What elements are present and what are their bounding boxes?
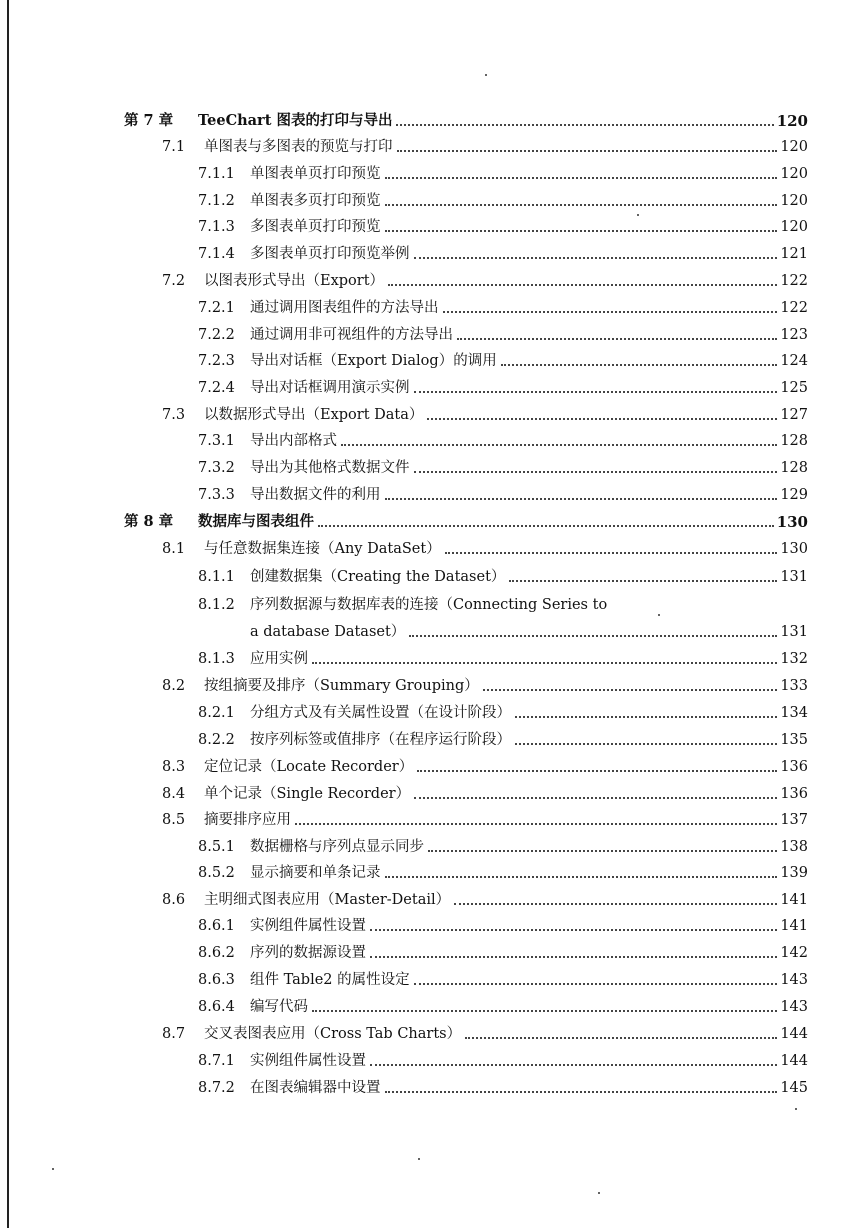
- toc-entry-number: 8.5.2: [198, 865, 235, 881]
- toc-section-row[interactable]: [162, 673, 808, 695]
- toc-section-row[interactable]: [162, 754, 808, 776]
- toc-entry-number: 8.4: [162, 786, 186, 802]
- toc-entry-title: 定位记录（Locate Recorder）: [204, 759, 414, 775]
- toc-page-number: 132: [780, 651, 808, 667]
- leader-dots: [385, 876, 778, 878]
- toc-entry-number: 7.2.2: [198, 327, 235, 343]
- toc-entry-title: 创建数据集（Creating the Dataset）: [250, 569, 506, 585]
- leader-dots: [465, 1037, 777, 1039]
- toc-section-row[interactable]: [162, 807, 808, 829]
- toc-entry-title: 单图表多页打印预览: [250, 193, 381, 209]
- toc-entry-title: 单个记录（Single Recorder）: [204, 786, 411, 802]
- toc-subsection-row[interactable]: [198, 860, 808, 882]
- toc-page-number: 133: [780, 678, 808, 694]
- toc-entry-title: 数据栅格与序列点显示同步: [250, 839, 424, 855]
- toc-entry-number: 7.2.3: [198, 353, 235, 369]
- toc-subsection-row[interactable]: [198, 375, 808, 397]
- leader-dots: [414, 391, 778, 393]
- toc-entry-title: 导出为其他格式数据文件: [250, 460, 410, 476]
- toc-entry-title-continuation: a database Dataset）: [250, 624, 406, 640]
- toc-entry-title: 导出对话框调用演示实例: [250, 380, 410, 396]
- toc-entry-number: 8.7: [162, 1026, 186, 1042]
- toc-entry-title: 单图表单页打印预览: [250, 166, 381, 182]
- toc-subsection-row[interactable]: [198, 592, 808, 614]
- toc-entry-number: 8.7.1: [198, 1053, 235, 1069]
- toc-subsection-row[interactable]: [198, 322, 808, 344]
- toc-page-number: 129: [780, 487, 808, 503]
- toc-subsection-row[interactable]: [198, 214, 808, 236]
- toc-entry-number: 8.1: [162, 541, 186, 557]
- toc-page-number: 137: [780, 812, 808, 828]
- toc-page-number: 124: [780, 353, 808, 369]
- toc-subsection-row[interactable]: [198, 994, 808, 1016]
- leader-dots: [397, 150, 778, 152]
- toc-page-number: 142: [780, 945, 808, 961]
- toc-page-number: 120: [776, 112, 808, 130]
- toc-entry-number: 7.1.4: [198, 246, 235, 262]
- toc-section-row[interactable]: [162, 402, 808, 424]
- leader-dots: [318, 525, 774, 527]
- toc-entry-title: 数据库与图表组件: [198, 513, 314, 530]
- toc-entry-title: 通过调用图表组件的方法导出: [250, 300, 439, 316]
- toc-entry-title: 多图表单页打印预览举例: [250, 246, 410, 262]
- toc-entry-title: 显示摘要和单条记录: [250, 865, 381, 881]
- toc-section-row[interactable]: [162, 134, 808, 156]
- leader-dots: [385, 230, 778, 232]
- toc-chapter-row[interactable]: [124, 108, 808, 130]
- toc-entry-number: 8.3: [162, 759, 186, 775]
- toc-entry-title: 在图表编辑器中设置: [250, 1080, 381, 1096]
- toc-page-number: 128: [780, 433, 808, 449]
- toc-subsection-row[interactable]: [198, 482, 808, 504]
- toc-section-row[interactable]: [162, 268, 808, 290]
- toc-entry-number: 7.1.2: [198, 193, 235, 209]
- toc-page-number: 122: [780, 273, 808, 289]
- toc-page-number: 144: [780, 1053, 808, 1069]
- toc-entry-number: 8.6.4: [198, 999, 235, 1015]
- leader-dots: [370, 1064, 777, 1066]
- leader-dots: [312, 662, 777, 664]
- toc-entry-number: 7.3: [162, 407, 186, 423]
- toc-page-number: 135: [780, 732, 808, 748]
- toc-page-number: 130: [780, 541, 808, 557]
- toc-entry-title: 分组方式及有关属性设置（在设计阶段）: [250, 705, 511, 721]
- toc-entry-title: 按组摘要及排序（Summary Grouping）: [204, 678, 479, 694]
- toc-entry-title: 按序列标签或值排序（在程序运行阶段）: [250, 732, 511, 748]
- leader-dots: [312, 1010, 777, 1012]
- toc-entry-title: 通过调用非可视组件的方法导出: [250, 327, 453, 343]
- toc-page-number: 134: [780, 705, 808, 721]
- toc-entry-number: 8.5.1: [198, 839, 235, 855]
- toc-subsection-row[interactable]: [198, 348, 808, 370]
- toc-section-row[interactable]: [162, 887, 808, 909]
- toc-page-number: 139: [780, 865, 808, 881]
- toc-subsection-row[interactable]: [198, 188, 808, 210]
- leader-dots: [341, 444, 777, 446]
- toc-entry-number: 8.6: [162, 892, 186, 908]
- toc-page-number: 120: [780, 166, 808, 182]
- toc-entry-title: 单图表与多图表的预览与打印: [204, 139, 393, 155]
- toc-entry-title: 实例组件属性设置: [250, 1053, 366, 1069]
- leader-dots: [427, 418, 777, 420]
- leader-dots: [414, 983, 778, 985]
- toc-entry-title: 以图表形式导出（Export）: [204, 273, 385, 289]
- toc-page-number: 122: [780, 300, 808, 316]
- leader-dots: [385, 498, 778, 500]
- toc-entry-number: 8.6.3: [198, 972, 235, 988]
- toc-subsection-row[interactable]: [198, 700, 808, 722]
- toc-entry-title: 应用实例: [250, 651, 308, 667]
- leader-dots: [454, 903, 777, 905]
- toc-subsection-row[interactable]: [198, 967, 808, 989]
- toc-page-number: 130: [776, 513, 808, 531]
- toc-entry-number: 8.1.2: [198, 597, 235, 613]
- toc-entry-title: 导出数据文件的利用: [250, 487, 381, 503]
- toc-page-number: 123: [780, 327, 808, 343]
- toc-entry-number: 7.3.1: [198, 433, 235, 449]
- toc-entry-number: 7.3.2: [198, 460, 235, 476]
- leader-dots: [370, 956, 777, 958]
- toc-entry-number: 第 8 章: [124, 513, 174, 530]
- toc-entry-title: 导出内部格式: [250, 433, 337, 449]
- toc-entry-number: 7.1.1: [198, 166, 235, 182]
- toc-subsection-row[interactable]: [198, 834, 808, 856]
- toc-chapter-row[interactable]: [124, 509, 808, 531]
- toc-page-number: 131: [780, 569, 808, 585]
- toc-entry-number: 7.1.3: [198, 219, 235, 235]
- leader-dots: [509, 580, 777, 582]
- toc-entry-title: 编写代码: [250, 999, 308, 1015]
- toc-subsection-row[interactable]: [198, 1075, 808, 1097]
- toc-subsection-row[interactable]: [198, 161, 808, 183]
- toc-entry-number: 7.1: [162, 139, 186, 155]
- toc-entry-title: 序列数据源与数据库表的连接（Connecting Series to: [250, 597, 608, 613]
- leader-dots: [445, 552, 778, 554]
- toc-entry-number: 7.2.1: [198, 300, 235, 316]
- toc-page-number: 121: [780, 246, 808, 262]
- toc-entry-title: 交叉表图表应用（Cross Tab Charts）: [204, 1026, 462, 1042]
- toc-subsection-row[interactable]: [198, 727, 808, 749]
- leader-dots: [515, 716, 777, 718]
- toc-page-number: 138: [780, 839, 808, 855]
- toc-entry-number: 第 7 章: [124, 112, 174, 129]
- toc-entry-number: 8.2.2: [198, 732, 235, 748]
- toc-continuation-row[interactable]: [250, 619, 808, 641]
- toc-page-number: 143: [780, 999, 808, 1015]
- toc-page-number: 120: [780, 219, 808, 235]
- toc-entry-title: 多图表单页打印预览: [250, 219, 381, 235]
- leader-dots: [457, 338, 777, 340]
- leader-dots: [417, 770, 777, 772]
- leader-dots: [388, 284, 777, 286]
- toc-page-number: 131: [780, 624, 808, 640]
- toc-page-number: 128: [780, 460, 808, 476]
- toc-subsection-row[interactable]: [198, 295, 808, 317]
- toc-entry-number: 8.1.3: [198, 651, 235, 667]
- toc-entry-number: 7.2.4: [198, 380, 235, 396]
- leader-dots: [483, 689, 778, 691]
- toc-entry-title: 组件 Table2 的属性设定: [250, 972, 410, 988]
- toc-entry-title: 导出对话框（Export Dialog）的调用: [250, 353, 497, 369]
- leader-dots: [385, 1091, 778, 1093]
- leader-dots: [370, 929, 777, 931]
- toc-subsection-row[interactable]: [198, 564, 808, 586]
- toc-subsection-row[interactable]: [198, 913, 808, 935]
- toc-page-number: 127: [780, 407, 808, 423]
- toc-entry-number: 7.2: [162, 273, 186, 289]
- toc-section-row[interactable]: [162, 1021, 808, 1043]
- toc-section-row[interactable]: [162, 781, 808, 803]
- toc-entry-title: 序列的数据源设置: [250, 945, 366, 961]
- leader-dots: [409, 635, 777, 637]
- toc-page-number: 120: [780, 139, 808, 155]
- toc-entry-number: 8.2: [162, 678, 186, 694]
- toc-page-number: 145: [780, 1080, 808, 1096]
- toc-page-number: 141: [780, 892, 808, 908]
- toc-entry-number: 8.2.1: [198, 705, 235, 721]
- leader-dots: [414, 471, 778, 473]
- toc-page-number: 144: [780, 1026, 808, 1042]
- leader-dots: [385, 204, 778, 206]
- toc-entry-title: 摘要排序应用: [204, 812, 291, 828]
- toc-entry-title: 以数据形式导出（Export Data）: [204, 407, 424, 423]
- toc-page-number: 141: [780, 918, 808, 934]
- toc-subsection-row[interactable]: [198, 1048, 808, 1070]
- leader-dots: [385, 177, 778, 179]
- toc-page-number: 136: [780, 786, 808, 802]
- toc-entry-title: TeeChart 图表的打印与导出: [198, 112, 393, 129]
- toc-entry-number: 8.5: [162, 812, 186, 828]
- toc-entry-title: 实例组件属性设置: [250, 918, 366, 934]
- leader-dots: [443, 311, 778, 313]
- toc-subsection-row[interactable]: [198, 428, 808, 450]
- toc-section-row[interactable]: [162, 536, 808, 558]
- toc-page-number: 136: [780, 759, 808, 775]
- toc-subsection-row[interactable]: [198, 455, 808, 477]
- leader-dots: [414, 797, 777, 799]
- toc-subsection-row[interactable]: [198, 940, 808, 962]
- leader-dots: [414, 257, 778, 259]
- toc-entry-number: 8.6.2: [198, 945, 235, 961]
- toc-entry-number: 8.6.1: [198, 918, 235, 934]
- leader-dots: [501, 364, 778, 366]
- toc-page-number: 120: [780, 193, 808, 209]
- leader-dots: [396, 124, 773, 126]
- toc-subsection-row[interactable]: [198, 646, 808, 668]
- toc-entry-number: 7.3.3: [198, 487, 235, 503]
- toc-subsection-row[interactable]: [198, 241, 808, 263]
- toc-entry-number: 8.1.1: [198, 569, 235, 585]
- leader-dots: [295, 823, 777, 825]
- leader-dots: [515, 743, 777, 745]
- toc-page-number: 143: [780, 972, 808, 988]
- leader-dots: [428, 850, 777, 852]
- toc-page-number: 125: [780, 380, 808, 396]
- toc-entry-number: 8.7.2: [198, 1080, 235, 1096]
- toc-entry-title: 主明细式图表应用（Master-Detail）: [204, 892, 451, 908]
- toc-entry-title: 与任意数据集连接（Any DataSet）: [204, 541, 441, 557]
